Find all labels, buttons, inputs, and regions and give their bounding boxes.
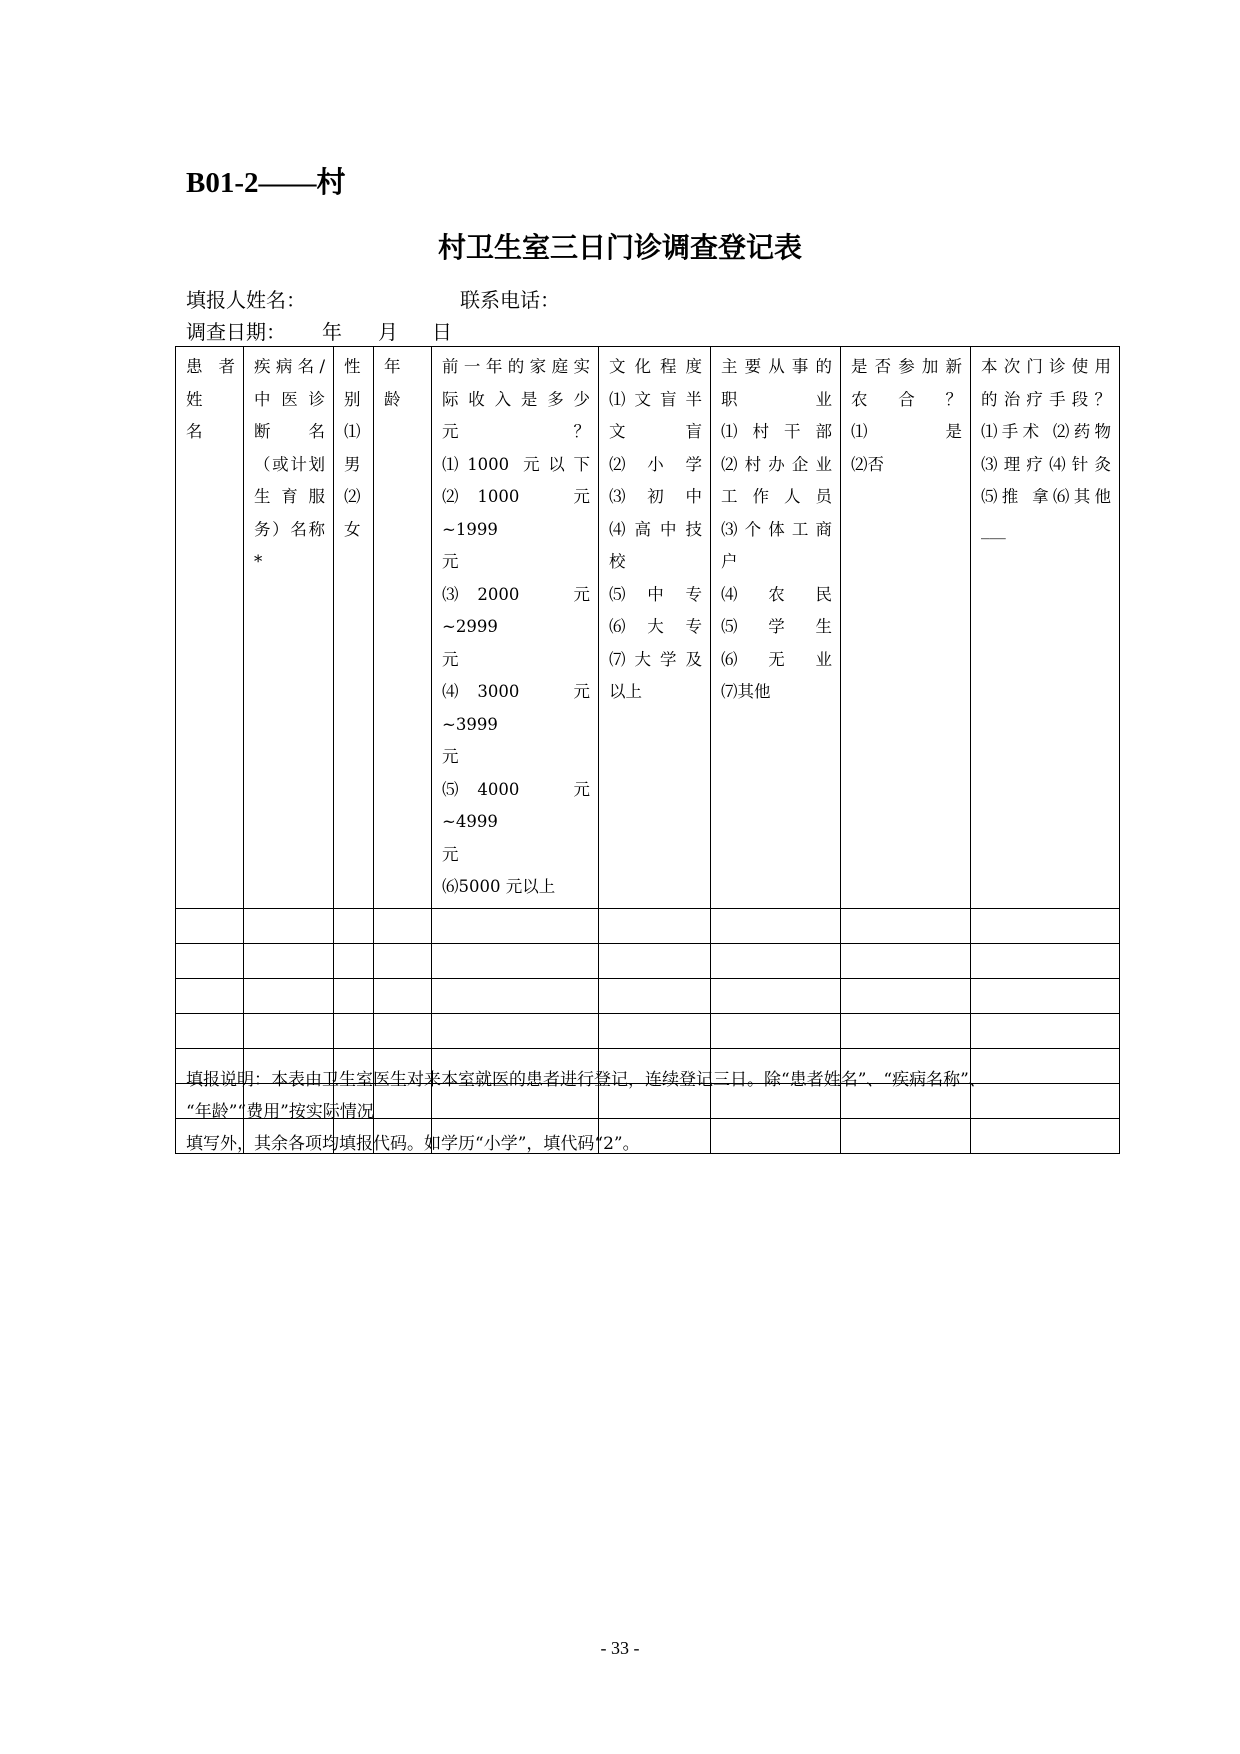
entry-cell-name[interactable]: [176, 1013, 244, 1048]
entry-cell-ncms[interactable]: [841, 978, 971, 1013]
entry-cell-income[interactable]: [432, 978, 599, 1013]
header-cell-line: ⑹无业: [721, 649, 832, 669]
header-cell-line: 校: [609, 552, 626, 571]
header-cell-line: 名: [186, 422, 203, 441]
header-cell-treatment: [971, 347, 1120, 909]
header-cell-line: ⑺其他: [721, 682, 771, 701]
entry-cell-name[interactable]: [176, 943, 244, 978]
entry-cell-treatment[interactable]: [971, 1013, 1120, 1048]
table-row: [176, 943, 1120, 978]
header-cell-line: 农合？: [851, 389, 962, 409]
header-cell-line: 户: [721, 552, 738, 571]
header-cell-line: 元: [442, 552, 459, 571]
header-cell-line: （或计划: [254, 454, 325, 474]
header-cell-line: ⑵1000 元 ~1999: [442, 487, 590, 539]
header-cell-line: 工作人员: [721, 487, 832, 506]
entry-cell-income[interactable]: [432, 908, 599, 943]
header-cell-name: [176, 347, 244, 909]
header-cell-line: 文化程度: [609, 357, 702, 376]
entry-cell-name[interactable]: [176, 978, 244, 1013]
entry-cell-disease[interactable]: [244, 943, 334, 978]
entry-cell-occupation[interactable]: [711, 978, 841, 1013]
header-cell-line: 断名: [254, 422, 325, 441]
header-cell-line: 本次门诊使用: [981, 357, 1111, 376]
header-cell-line: 职业: [721, 389, 832, 409]
header-cell-line: ⑵ 村 办 企 业: [721, 454, 832, 474]
page-title: 村卫生室三日门诊调查登记表: [437, 231, 802, 264]
filling-instructions: [186, 1064, 1086, 1160]
instruction-line-1: 填报说明：本表由卫生室医生对来本室就医的患者进行登记，连续登记三日。除“患者姓名”、“疾病名称”、: [186, 1070, 986, 1090]
header-cell-line: ⑸中专: [609, 584, 702, 604]
header-cell-line: 是 否 参 加 新: [851, 357, 962, 376]
entry-cell-age[interactable]: [374, 908, 432, 943]
entry-cell-age[interactable]: [374, 943, 432, 978]
header-cell-line: ⑵小学: [609, 454, 702, 474]
entry-cell-age[interactable]: [374, 1013, 432, 1048]
header-cell-line: 前一年的家庭实: [442, 357, 590, 376]
header-cell-line: ⑴: [344, 422, 361, 441]
header-cell-line: 龄: [384, 389, 401, 409]
entry-cell-name[interactable]: [176, 908, 244, 943]
header-cell-line: 姓: [186, 389, 203, 409]
header-cell-line: ⑷农民: [721, 584, 832, 604]
entry-cell-treatment[interactable]: [971, 943, 1120, 978]
table-row: [176, 908, 1120, 943]
entry-cell-disease[interactable]: [244, 908, 334, 943]
header-cell-line: ⑶理疗⑷针灸: [981, 454, 1111, 474]
instruction-line-2: “年龄”“费用”按实际情况: [186, 1102, 374, 1122]
entry-cell-education[interactable]: [599, 943, 711, 978]
table-row: [176, 1013, 1120, 1048]
header-cell-income: [432, 347, 599, 909]
header-cell-line: 务）名称: [254, 519, 325, 539]
header-cell-disease: [244, 347, 334, 909]
header-cell-line: ⑶2000 元 ~2999: [442, 584, 590, 636]
header-cell-line: ⑶初中: [609, 487, 702, 506]
header-cell-line: ⑵否: [851, 454, 884, 474]
entry-cell-treatment[interactable]: [971, 978, 1120, 1013]
entry-cell-education[interactable]: [599, 1013, 711, 1048]
header-cell-line: 元: [442, 747, 459, 766]
entry-cell-education[interactable]: [599, 908, 711, 943]
header-cell-line: 元？: [442, 422, 590, 441]
header-cell-line: ⑵: [344, 487, 361, 506]
table-header-row: [176, 347, 1120, 909]
header-cell-line: ⑸学生: [721, 617, 832, 636]
header-cell-line: 性: [344, 357, 361, 376]
header-cell-line: 际 收 入 是 多 少: [442, 389, 590, 409]
entry-cell-education[interactable]: [599, 978, 711, 1013]
header-cell-ncms: [841, 347, 971, 909]
header-cell-line: ⑸4000 元 ~4999: [442, 779, 590, 831]
header-cell-line: ⑴ 文 盲 半: [609, 389, 702, 409]
header-cell-line: 以上: [609, 682, 642, 701]
table-row: [176, 978, 1120, 1013]
entry-cell-ncms[interactable]: [841, 908, 971, 943]
header-cell-line: ___: [981, 519, 1006, 539]
header-cell-line: ⑸推 拿⑹其他: [981, 487, 1111, 506]
entry-cell-age[interactable]: [374, 978, 432, 1013]
header-cell-line: 别: [344, 389, 361, 409]
header-cell-line: 女: [344, 519, 361, 539]
header-cell-line: 元: [442, 649, 459, 669]
header-cell-occupation: [711, 347, 841, 909]
entry-cell-sex[interactable]: [334, 978, 374, 1013]
header-cell-line: ⑴1000 元以下: [442, 454, 590, 474]
instruction-line-3: 填写外，其余各项均填报代码。如学历“小学”，填代码“2”。: [186, 1134, 640, 1154]
header-cell-line: 的治疗手段？: [981, 389, 1111, 409]
header-cell-line: 文盲: [609, 422, 702, 441]
day-label: 日: [432, 320, 452, 344]
header-cell-line: ⑷ 高 中 技: [609, 519, 702, 539]
page-number: - 33 -: [600, 1638, 640, 1658]
header-cell-line: 元: [442, 844, 459, 864]
header-cell-age: [374, 347, 432, 909]
header-cell-line: 年: [384, 357, 401, 376]
header-cell-line: ⑺ 大 学 及: [609, 649, 702, 669]
survey-date-label: 调查日期：: [186, 320, 286, 344]
entry-cell-occupation[interactable]: [711, 943, 841, 978]
entry-cell-treatment[interactable]: [971, 908, 1120, 943]
entry-cell-disease[interactable]: [244, 978, 334, 1013]
header-cell-line: 男: [344, 454, 361, 474]
entry-cell-occupation[interactable]: [711, 1013, 841, 1048]
entry-cell-disease[interactable]: [244, 1013, 334, 1048]
month-label: 月: [378, 320, 398, 344]
survey-date-row: [186, 316, 452, 345]
header-cell-line: ⑴是: [851, 422, 962, 441]
header-cell-line: 疾病名/: [254, 357, 325, 376]
header-cell-line: ⑴村干部: [721, 422, 832, 441]
header-cell-line: 生 育 服: [254, 487, 325, 506]
registration-table: [175, 346, 1120, 1154]
entry-cell-ncms[interactable]: [841, 1013, 971, 1048]
form-code: B01-2——村: [186, 167, 346, 199]
phone-label: 联系电话：: [460, 288, 560, 312]
header-cell-line: 中 医 诊: [254, 389, 325, 409]
header-cell-line: *: [254, 552, 263, 571]
header-cell-sex: [334, 347, 374, 909]
entry-cell-ncms[interactable]: [841, 943, 971, 978]
entry-cell-sex[interactable]: [334, 943, 374, 978]
reporter-name-label: 填报人姓名：: [186, 288, 306, 312]
header-cell-line: ⑴手术 ⑵药物: [981, 422, 1111, 441]
entry-cell-income[interactable]: [432, 943, 599, 978]
header-cell-line: ⑹5000 元以上: [442, 877, 556, 896]
header-cell-line: ⑷3000 元 ~3999: [442, 682, 590, 734]
entry-cell-income[interactable]: [432, 1013, 599, 1048]
header-cell-line: ⑶ 个 体 工 商: [721, 519, 832, 539]
year-label: 年: [322, 320, 342, 344]
header-cell-education: [599, 347, 711, 909]
header-cell-line: 主 要 从 事 的: [721, 357, 832, 376]
header-cell-line: ⑹大专: [609, 617, 702, 636]
entry-cell-occupation[interactable]: [711, 908, 841, 943]
entry-cell-sex[interactable]: [334, 908, 374, 943]
header-cell-line: 患 者: [186, 357, 235, 376]
entry-cell-sex[interactable]: [334, 1013, 374, 1048]
